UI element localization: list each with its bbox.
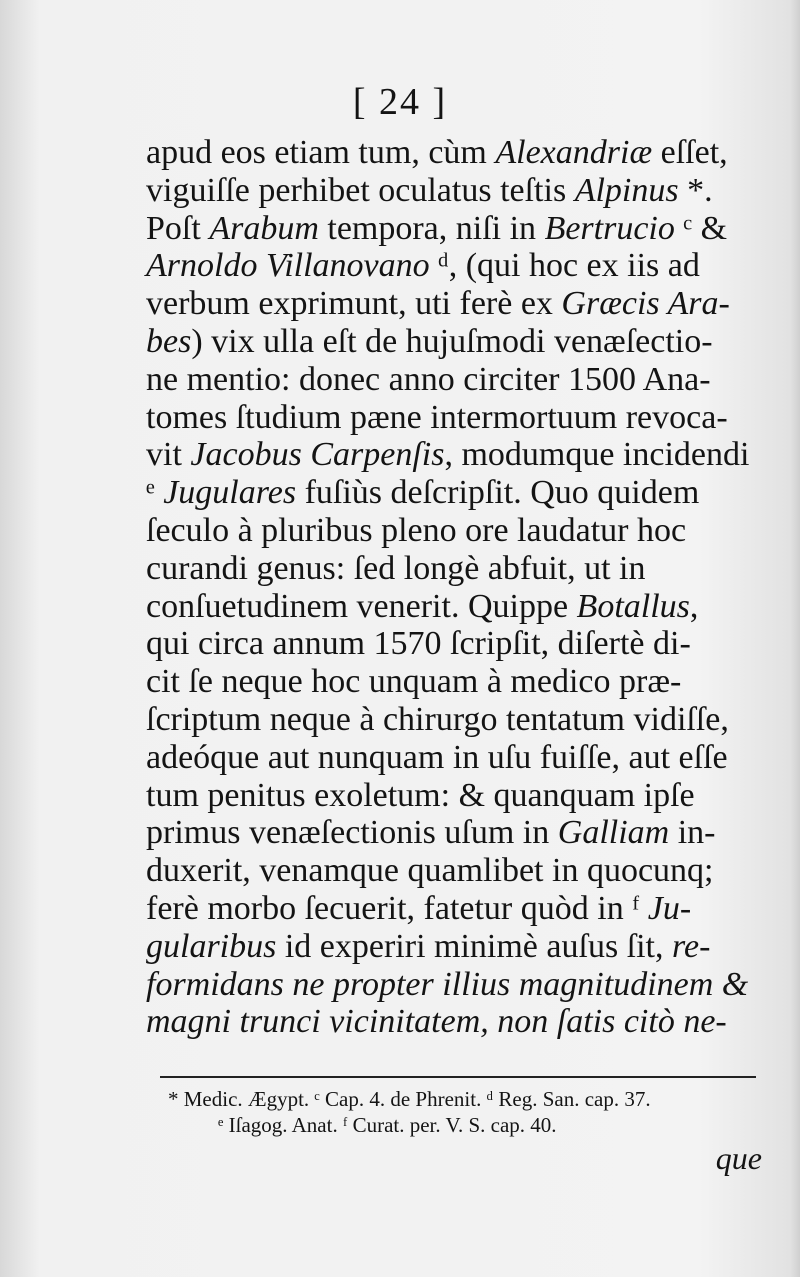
text-line [146, 1003, 766, 1041]
text-line [146, 588, 766, 626]
text-segment: qui circa annum 1570 ſcripſit, diſertè di- [146, 625, 691, 663]
page-number: [ 24 ] [352, 81, 448, 123]
italic-segment: Galliam [557, 814, 670, 852]
text-segment: tempora, niſi in [318, 209, 545, 247]
italic-segment: bes [146, 322, 192, 360]
catchword: que [715, 1140, 762, 1176]
footnote-rule [160, 1076, 756, 1078]
text-line [146, 247, 766, 285]
text-line [146, 852, 766, 890]
footnote-line-2: ᵉ Iſagog. Anat. ᶠ Curat. per. V. S. cap. 40. [218, 1113, 557, 1137]
text-segment: ᵈ, (qui hoc ex iis ad [429, 247, 700, 285]
italic-segment: gularibus [146, 927, 277, 965]
italic-segment: formidans ne propter illius magnitudinem & [146, 965, 749, 1003]
text-line [146, 814, 766, 852]
text-line [146, 474, 766, 512]
italic-segment: Jacobus Carpenſis [190, 436, 445, 474]
italic-segment: Bertrucio [544, 209, 675, 247]
text-line [146, 550, 766, 588]
italic-segment: Arnoldo Villanovano [146, 247, 430, 285]
italic-segment: re- [672, 927, 711, 965]
text-line [146, 928, 766, 966]
text-line [146, 890, 766, 928]
text-segment: tomes ſtudium pæne intermortuum revoca- [146, 398, 728, 436]
text-segment: ) vix ulla eſt de hujuſmodi venæſectio- [191, 322, 713, 360]
text-segment: id experiri minimè auſus ſit, [276, 927, 673, 965]
italic-segment: Jugulares [163, 474, 297, 512]
text-line [146, 285, 766, 323]
text-segment: ᵉ [146, 474, 164, 512]
italic-segment: Ju- [647, 889, 692, 927]
text-segment: ne mentio: donec anno circiter 1500 Ana- [146, 360, 711, 398]
text-segment: *. [678, 171, 713, 209]
text-segment: apud eos etiam tum, cùm [146, 134, 496, 171]
text-segment: fuſiùs deſcripſit. Quo quidem [296, 474, 700, 512]
text-line [146, 323, 766, 361]
italic-segment: Græcis Ara- [561, 285, 730, 323]
text-line [146, 966, 766, 1004]
italic-segment: magni trunci vicinitatem, non ſatis citò ne- [146, 1003, 727, 1041]
text-line [146, 777, 766, 815]
text-segment: tum penitus exoletum: & quanquam ipſe [146, 776, 695, 814]
footnotes [160, 1086, 760, 1138]
text-line [146, 134, 766, 172]
text-segment: duxerit, venamque quamlibet in quocunq; [146, 852, 714, 890]
text-segment: eſſet, [652, 134, 728, 171]
text-line [146, 172, 766, 210]
text-line [146, 210, 766, 248]
text-segment: cit ſe neque hoc unquam à medico præ- [146, 663, 682, 701]
text-line [146, 399, 766, 437]
text-line [146, 361, 766, 399]
text-line [146, 739, 766, 777]
text-segment: , [689, 587, 699, 625]
text-segment: conſuetudinem venerit. Quippe [146, 587, 577, 625]
text-line [146, 625, 766, 663]
text-segment: adeóque aut nunquam in uſu fuiſſe, aut eſſe [146, 738, 728, 776]
text-segment: Poſt [146, 209, 210, 247]
main-text-block [146, 134, 766, 1041]
text-line [146, 701, 766, 739]
italic-segment: Botallus [576, 587, 690, 625]
text-segment: verbum exprimunt, uti ferè ex [146, 285, 562, 323]
text-segment: ᶜ & [674, 209, 728, 247]
text-segment: ferè morbo ſecuerit, fatetur quòd in ᶠ [146, 889, 648, 927]
text-segment: in- [669, 814, 716, 852]
text-segment: primus venæſectionis uſum in [146, 814, 558, 852]
footnote-line-1: * Medic. Ægypt. ᶜ Cap. 4. de Phrenit. ᵈ Reg. San. cap. 37. [168, 1087, 651, 1111]
italic-segment: Alexandriæ [495, 134, 653, 171]
text-segment: curandi genus: ſed longè abfuit, ut in [146, 549, 646, 587]
text-line [146, 436, 766, 474]
text-line [146, 512, 766, 550]
text-segment: , modumque incidendi [444, 436, 750, 474]
italic-segment: Alpinus [574, 171, 679, 209]
text-segment: viguiſſe perhibet oculatus teſtis [146, 171, 575, 209]
italic-segment: Arabum [209, 209, 319, 247]
text-line [146, 663, 766, 701]
text-segment: ſeculo à pluribus pleno ore laudatur hoc [146, 511, 687, 549]
text-segment: vit [146, 436, 191, 474]
text-segment: ſcriptum neque à chirurgo tentatum vidiſſe, [146, 700, 729, 738]
